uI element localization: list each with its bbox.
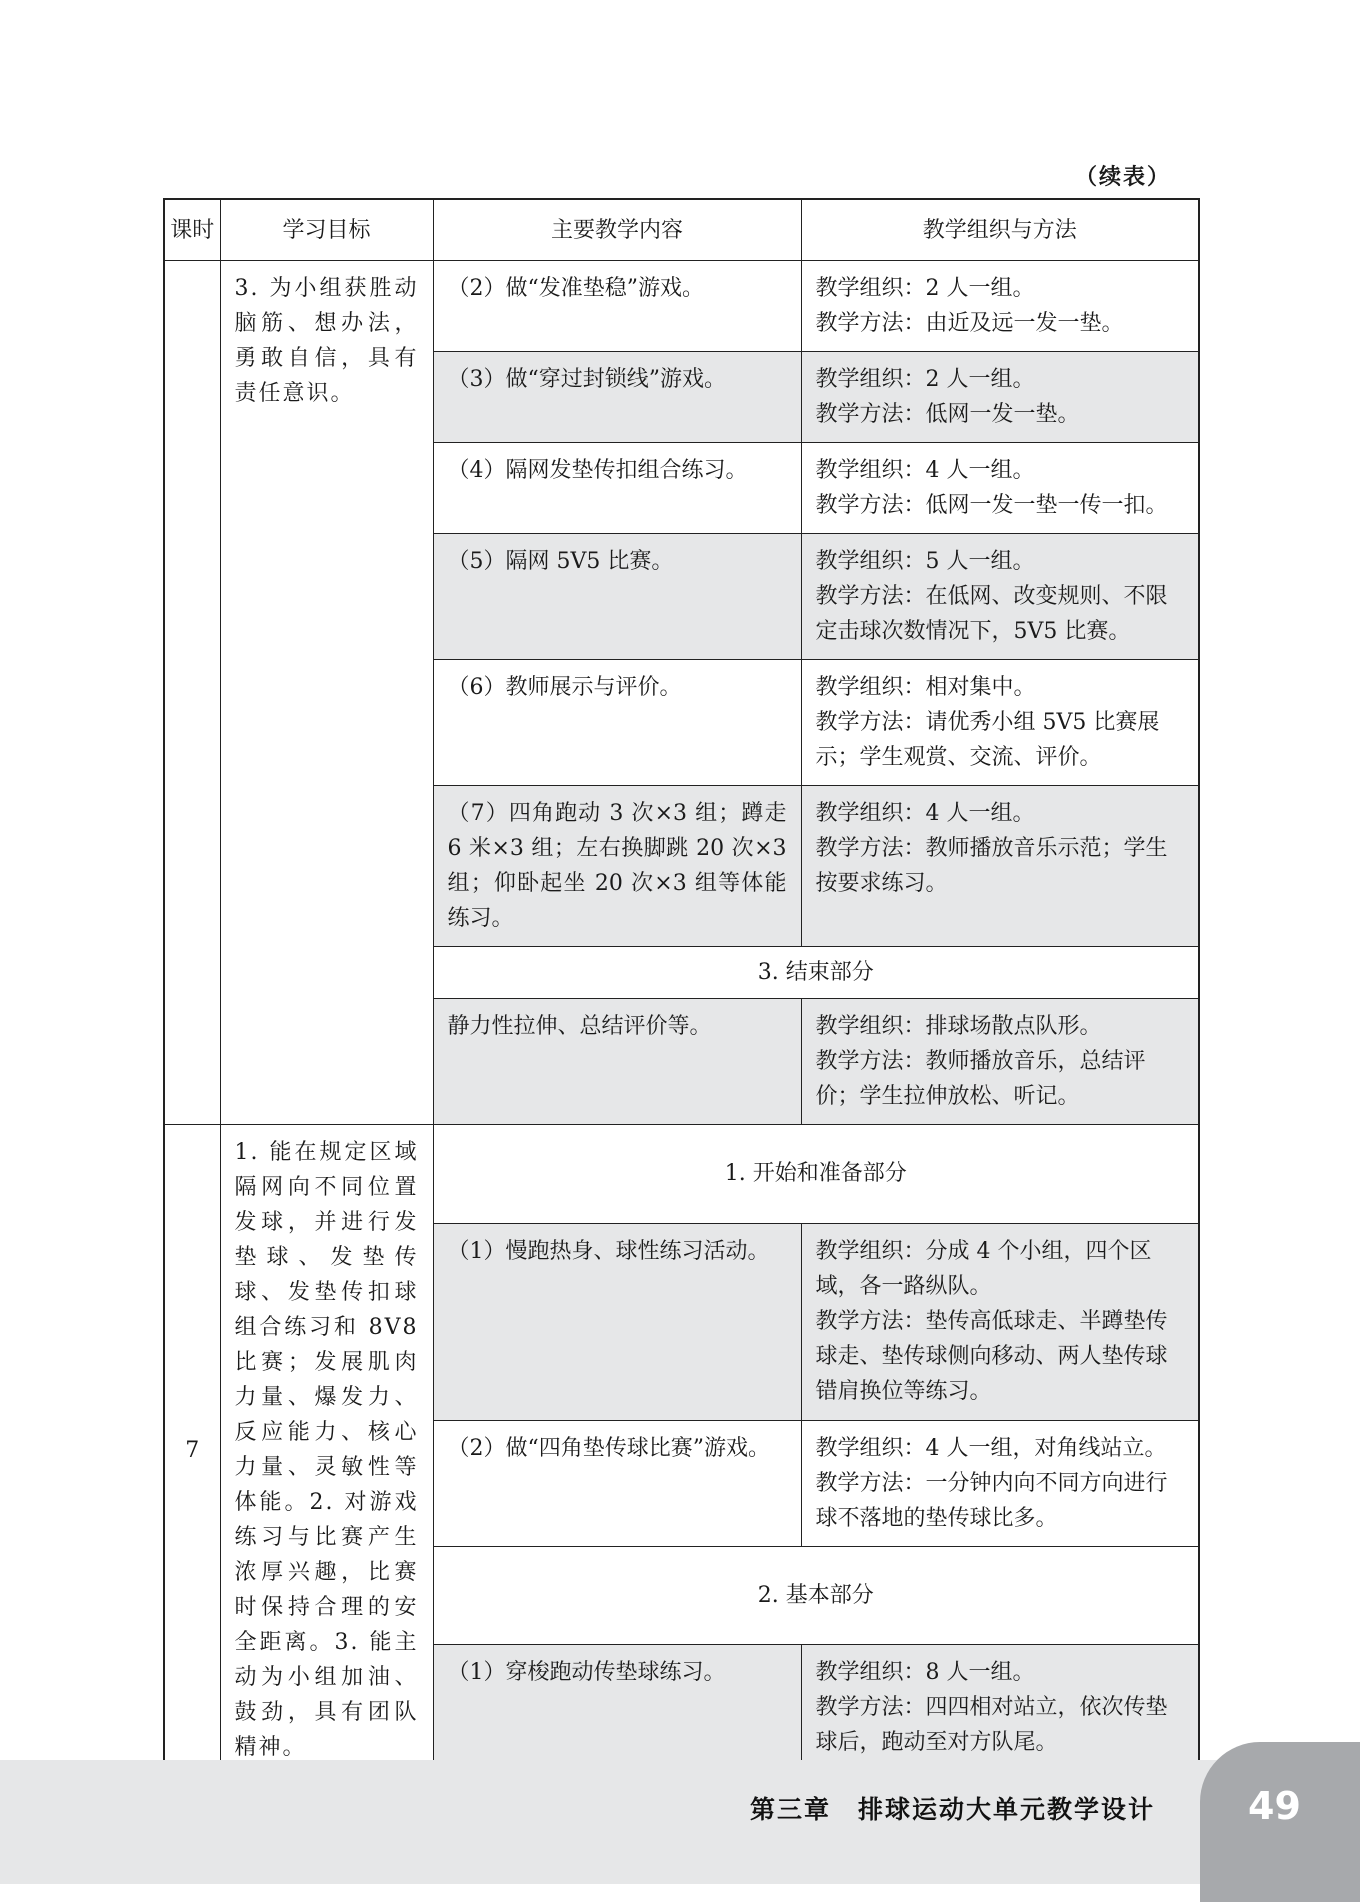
section-heading-basic: 2. 基本部分 <box>433 1546 1199 1645</box>
section-heading-end: 3. 结束部分 <box>433 947 1199 999</box>
method-cell <box>801 352 1199 443</box>
content-cell: （1）慢跑热身、球性练习活动。 <box>433 1223 801 1420</box>
method-text: 教学方法：教师播放音乐，总结评价；学生拉伸放松、听记。 <box>815 1049 1146 1109</box>
method-cell <box>801 660 1199 786</box>
chapter-title: 第三章 排球运动大单元教学设计 <box>750 1795 1156 1824</box>
content-cell: （6）教师展示与评价。 <box>433 660 801 786</box>
header-content: 主要教学内容 <box>433 199 801 261</box>
org-text: 教学组织：相对集中。 <box>815 675 1036 700</box>
org-text: 教学组织：4 人一组。 <box>815 801 1035 826</box>
method-text: 教学方法：请优秀小组 5V5 比赛展示；学生观赏、交流、评价。 <box>815 710 1160 770</box>
header-goal: 学习目标 <box>220 199 433 261</box>
header-lesson: 课时 <box>164 199 220 261</box>
org-text: 教学组织：4 人一组，对角线站立。 <box>815 1435 1167 1461</box>
method-cell <box>801 534 1199 660</box>
content-cell: （1）穿梭跑动传垫球练习。 <box>433 1645 801 1777</box>
table-header-row <box>164 199 1199 261</box>
learning-goal: 3. 为小组获胜动脑筋、想办法，勇敢自信，具有责任意识。 <box>220 261 433 1125</box>
content-cell: （5）隔网 5V5 比赛。 <box>433 534 801 660</box>
method-text: 教学方法：四四相对站立，依次传垫球后，跑动至对方队尾。 <box>815 1695 1168 1755</box>
section-heading-start: 1. 开始和准备部分 <box>433 1125 1199 1224</box>
table-row <box>164 261 1199 352</box>
page-number: 49 <box>1248 1784 1301 1828</box>
continued-label: （续表） <box>1075 165 1172 190</box>
content-cell: （2）做“四角垫传球比赛”游戏。 <box>433 1420 801 1546</box>
method-cell <box>801 261 1199 352</box>
method-text: 教学方法：垫传高低球走、半蹲垫传球走、垫传球侧向移动、两人垫传球错肩换位等练习。 <box>815 1308 1168 1404</box>
method-text: 教学方法：由近及远一发一垫。 <box>815 311 1124 336</box>
org-text: 教学组织：分成 4 个小组，四个区域，各一路纵队。 <box>815 1238 1152 1299</box>
org-text: 教学组织：8 人一组。 <box>815 1660 1035 1685</box>
org-text: 教学组织：2 人一组。 <box>815 276 1035 301</box>
method-cell <box>801 1645 1199 1777</box>
org-text: 教学组织：排球场散点队形。 <box>815 1014 1102 1039</box>
org-text: 教学组织：4 人一组。 <box>815 458 1035 483</box>
method-text: 教学方法：一分钟内向不同方向进行球不落地的垫传球比多。 <box>815 1470 1168 1531</box>
method-cell <box>801 443 1199 534</box>
section-row <box>164 1125 1199 1224</box>
lesson-number <box>164 261 220 1125</box>
content-cell: （4）隔网发垫传扣组合练习。 <box>433 443 801 534</box>
footer-band <box>0 1760 1360 1884</box>
method-text: 教学方法：低网一发一垫。 <box>815 402 1080 427</box>
lesson-number: 7 <box>164 1125 220 1777</box>
header-method: 教学组织与方法 <box>801 199 1199 261</box>
method-text: 教学方法：教师播放音乐示范；学生按要求练习。 <box>815 836 1168 896</box>
method-cell <box>801 1223 1199 1420</box>
method-cell <box>801 1420 1199 1546</box>
org-text: 教学组织：5 人一组。 <box>815 549 1035 574</box>
learning-goal: 1. 能在规定区域隔网向不同位置发球，并进行发垫球、发垫传球、发垫传扣球组合练习和 8V8 比赛；发展肌肉力量、爆发力、反应能力、核心力量、灵敏性等体能。2. 对游戏练习与比赛产生浓厚兴趣，比赛时保持合理的安全距离。3. 能主动为小组加油、鼓劲，具有团队精神。 <box>220 1125 433 1777</box>
method-cell <box>801 786 1199 947</box>
org-text: 教学组织：2 人一组。 <box>815 367 1035 392</box>
content-cell: 静力性拉伸、总结评价等。 <box>433 999 801 1125</box>
content-cell: （3）做“穿过封锁线”游戏。 <box>433 352 801 443</box>
method-text: 教学方法：低网一发一垫一传一扣。 <box>815 493 1168 518</box>
content-cell: （7）四角跑动 3 次×3 组；蹲走 6 米×3 组；左右换脚跳 20 次×3 组；仰卧起坐 20 次×3 组等体能练习。 <box>433 786 801 947</box>
method-text: 教学方法：在低网、改变规则、不限定击球次数情况下，5V5 比赛。 <box>815 584 1168 644</box>
method-cell <box>801 999 1199 1125</box>
lesson-plan-table <box>163 198 1200 1777</box>
content-cell: （2）做“发准垫稳”游戏。 <box>433 261 801 352</box>
